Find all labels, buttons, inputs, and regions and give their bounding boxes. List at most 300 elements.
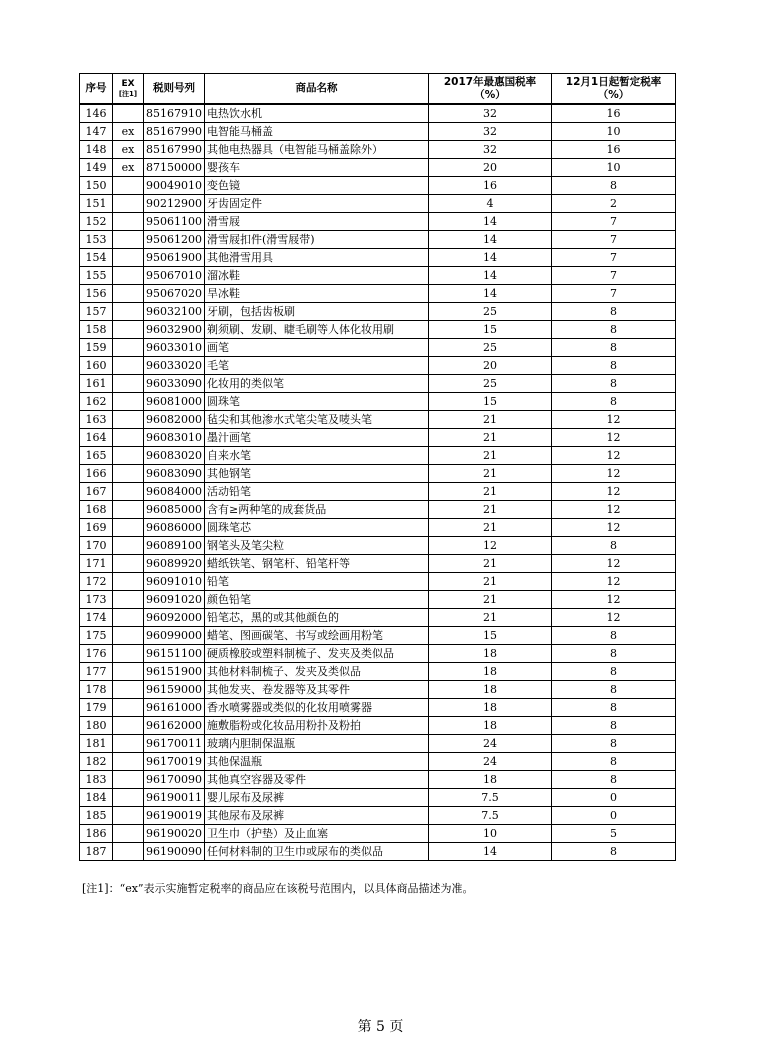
table-row <box>80 825 676 843</box>
cell-seq: 178 <box>80 681 113 699</box>
cell-provisional-rate: 8 <box>552 357 676 375</box>
table-row <box>80 627 676 645</box>
cell-mfn-rate: 15 <box>429 321 552 339</box>
table-row <box>80 393 676 411</box>
page-prefix: 第 <box>357 1019 372 1035</box>
cell-provisional-rate: 12 <box>552 429 676 447</box>
cell-name: 电智能马桶盖 <box>205 123 429 141</box>
header-name: 商品名称 <box>205 74 429 105</box>
cell-seq: 159 <box>80 339 113 357</box>
cell-ex <box>113 357 144 375</box>
cell-ex <box>113 321 144 339</box>
cell-name: 钢笔头及笔尖粒 <box>205 537 429 555</box>
cell-code: 96162000 <box>144 717 205 735</box>
cell-name: 剃须刷、发刷、睫毛刷等人体化妆用刷 <box>205 321 429 339</box>
cell-provisional-rate: 5 <box>552 825 676 843</box>
cell-name: 含有≥两种笔的成套货品 <box>205 501 429 519</box>
cell-provisional-rate: 2 <box>552 195 676 213</box>
table-row <box>80 537 676 555</box>
cell-name: 其他真空容器及零件 <box>205 771 429 789</box>
cell-provisional-rate: 8 <box>552 771 676 789</box>
cell-provisional-rate: 8 <box>552 699 676 717</box>
cell-ex <box>113 699 144 717</box>
cell-name: 墨汁画笔 <box>205 429 429 447</box>
cell-provisional-rate: 12 <box>552 465 676 483</box>
cell-name: 施敷脂粉或化妆品用粉扑及粉拍 <box>205 717 429 735</box>
cell-seq: 171 <box>80 555 113 573</box>
cell-code: 96084000 <box>144 483 205 501</box>
cell-mfn-rate: 21 <box>429 573 552 591</box>
cell-name: 其他电热器具（电智能马桶盖除外） <box>205 141 429 159</box>
cell-mfn-rate: 20 <box>429 159 552 177</box>
cell-code: 95067010 <box>144 267 205 285</box>
table-row <box>80 843 676 861</box>
cell-provisional-rate: 12 <box>552 609 676 627</box>
cell-provisional-rate: 8 <box>552 537 676 555</box>
cell-seq: 158 <box>80 321 113 339</box>
cell-name: 蜡纸铁笔、钢笔杆、铅笔杆等 <box>205 555 429 573</box>
cell-name: 滑雪屐 <box>205 213 429 231</box>
table-row <box>80 573 676 591</box>
cell-code: 96190019 <box>144 807 205 825</box>
cell-code: 96092000 <box>144 609 205 627</box>
cell-provisional-rate: 8 <box>552 303 676 321</box>
cell-mfn-rate: 24 <box>429 753 552 771</box>
cell-ex <box>113 231 144 249</box>
cell-name: 自来水笔 <box>205 447 429 465</box>
table-row <box>80 519 676 537</box>
cell-seq: 173 <box>80 591 113 609</box>
cell-code: 96083020 <box>144 447 205 465</box>
cell-provisional-rate: 8 <box>552 375 676 393</box>
table-header-row <box>80 74 676 105</box>
table-row <box>80 339 676 357</box>
cell-name: 颜色铅笔 <box>205 591 429 609</box>
cell-name: 溜冰鞋 <box>205 267 429 285</box>
cell-provisional-rate: 8 <box>552 177 676 195</box>
cell-mfn-rate: 21 <box>429 519 552 537</box>
cell-code: 85167990 <box>144 123 205 141</box>
cell-mfn-rate: 18 <box>429 663 552 681</box>
cell-seq: 182 <box>80 753 113 771</box>
cell-name: 其他滑雪用具 <box>205 249 429 267</box>
cell-provisional-rate: 7 <box>552 267 676 285</box>
cell-provisional-rate: 7 <box>552 231 676 249</box>
cell-mfn-rate: 15 <box>429 627 552 645</box>
cell-mfn-rate: 32 <box>429 141 552 159</box>
cell-ex <box>113 825 144 843</box>
cell-ex <box>113 501 144 519</box>
cell-mfn-rate: 14 <box>429 213 552 231</box>
page-suffix: 页 <box>389 1019 404 1035</box>
cell-ex <box>113 303 144 321</box>
header-prov-line2: （%） <box>597 88 630 101</box>
table-row <box>80 753 676 771</box>
header-prov-line1: 12月1日起暂定税率 <box>565 75 662 88</box>
cell-mfn-rate: 21 <box>429 447 552 465</box>
cell-seq: 164 <box>80 429 113 447</box>
table-row <box>80 699 676 717</box>
cell-provisional-rate: 8 <box>552 843 676 861</box>
cell-code: 96161000 <box>144 699 205 717</box>
cell-provisional-rate: 16 <box>552 141 676 159</box>
table-row <box>80 465 676 483</box>
cell-provisional-rate: 16 <box>552 104 676 123</box>
table-row <box>80 717 676 735</box>
cell-name: 活动铅笔 <box>205 483 429 501</box>
cell-seq: 183 <box>80 771 113 789</box>
cell-provisional-rate: 8 <box>552 663 676 681</box>
cell-name: 任何材料制的卫生巾或尿布的类似品 <box>205 843 429 861</box>
cell-provisional-rate: 10 <box>552 123 676 141</box>
cell-seq: 170 <box>80 537 113 555</box>
header-mfn-line1: 2017年最惠国税率 <box>443 75 537 88</box>
cell-provisional-rate: 12 <box>552 519 676 537</box>
cell-ex: ex <box>113 123 144 141</box>
cell-ex <box>113 519 144 537</box>
cell-ex <box>113 537 144 555</box>
cell-name: 旱冰鞋 <box>205 285 429 303</box>
cell-seq: 148 <box>80 141 113 159</box>
table-row <box>80 771 676 789</box>
cell-provisional-rate: 8 <box>552 735 676 753</box>
cell-ex <box>113 681 144 699</box>
cell-ex <box>113 753 144 771</box>
cell-code: 95061100 <box>144 213 205 231</box>
cell-name: 婴孩车 <box>205 159 429 177</box>
cell-code: 87150000 <box>144 159 205 177</box>
header-ex <box>113 74 144 105</box>
cell-code: 96032100 <box>144 303 205 321</box>
cell-provisional-rate: 12 <box>552 555 676 573</box>
table-row <box>80 321 676 339</box>
cell-ex <box>113 429 144 447</box>
table-row <box>80 555 676 573</box>
cell-seq: 146 <box>80 104 113 123</box>
cell-ex <box>113 177 144 195</box>
cell-seq: 187 <box>80 843 113 861</box>
cell-code: 96099000 <box>144 627 205 645</box>
cell-code: 95061200 <box>144 231 205 249</box>
header-seq: 序号 <box>80 74 113 105</box>
cell-seq: 168 <box>80 501 113 519</box>
cell-seq: 185 <box>80 807 113 825</box>
cell-mfn-rate: 32 <box>429 104 552 123</box>
table-row <box>80 501 676 519</box>
cell-name: 其他尿布及尿裤 <box>205 807 429 825</box>
cell-provisional-rate: 8 <box>552 753 676 771</box>
cell-seq: 157 <box>80 303 113 321</box>
cell-provisional-rate: 12 <box>552 483 676 501</box>
cell-ex <box>113 483 144 501</box>
cell-mfn-rate: 21 <box>429 501 552 519</box>
cell-code: 96083010 <box>144 429 205 447</box>
cell-code: 96190020 <box>144 825 205 843</box>
cell-provisional-rate: 0 <box>552 789 676 807</box>
table-row <box>80 591 676 609</box>
cell-seq: 154 <box>80 249 113 267</box>
cell-name: 圆珠笔 <box>205 393 429 411</box>
cell-mfn-rate: 25 <box>429 339 552 357</box>
table-row <box>80 104 676 123</box>
cell-ex: ex <box>113 141 144 159</box>
cell-code: 96081000 <box>144 393 205 411</box>
header-provisional-rate <box>552 74 676 105</box>
cell-ex <box>113 789 144 807</box>
table-body <box>80 104 676 861</box>
cell-name: 其他发夹、卷发器等及其零件 <box>205 681 429 699</box>
cell-mfn-rate: 25 <box>429 375 552 393</box>
cell-code: 85167990 <box>144 141 205 159</box>
cell-ex <box>113 807 144 825</box>
cell-ex <box>113 627 144 645</box>
cell-seq: 165 <box>80 447 113 465</box>
cell-code: 96190011 <box>144 789 205 807</box>
cell-seq: 147 <box>80 123 113 141</box>
cell-name: 其他保温瓶 <box>205 753 429 771</box>
cell-provisional-rate: 8 <box>552 717 676 735</box>
cell-seq: 155 <box>80 267 113 285</box>
tariff-table <box>79 73 676 861</box>
cell-seq: 166 <box>80 465 113 483</box>
table-row <box>80 645 676 663</box>
cell-ex <box>113 339 144 357</box>
cell-name: 毛笔 <box>205 357 429 375</box>
cell-code: 96190090 <box>144 843 205 861</box>
table-row <box>80 249 676 267</box>
table-row <box>80 807 676 825</box>
cell-mfn-rate: 7.5 <box>429 807 552 825</box>
cell-code: 85167910 <box>144 104 205 123</box>
table-row <box>80 285 676 303</box>
cell-name: 滑雪屐扣件(滑雪屐带) <box>205 231 429 249</box>
cell-name: 化妆用的类似笔 <box>205 375 429 393</box>
cell-ex: ex <box>113 159 144 177</box>
cell-name: 变色镜 <box>205 177 429 195</box>
table-row <box>80 159 676 177</box>
cell-seq: 177 <box>80 663 113 681</box>
cell-ex <box>113 375 144 393</box>
cell-ex <box>113 645 144 663</box>
cell-ex <box>113 249 144 267</box>
table-row <box>80 375 676 393</box>
footnote: [注1]：“ex”表示实施暂定税率的商品应在该税号范围内，以具体商品描述为准。 <box>82 882 474 895</box>
table-row <box>80 177 676 195</box>
cell-seq: 161 <box>80 375 113 393</box>
cell-ex <box>113 609 144 627</box>
cell-seq: 172 <box>80 573 113 591</box>
cell-mfn-rate: 16 <box>429 177 552 195</box>
cell-seq: 163 <box>80 411 113 429</box>
table-row <box>80 231 676 249</box>
cell-code: 95061900 <box>144 249 205 267</box>
table-row <box>80 213 676 231</box>
cell-mfn-rate: 12 <box>429 537 552 555</box>
cell-seq: 169 <box>80 519 113 537</box>
cell-mfn-rate: 18 <box>429 681 552 699</box>
cell-mfn-rate: 18 <box>429 645 552 663</box>
cell-ex <box>113 104 144 123</box>
cell-seq: 179 <box>80 699 113 717</box>
header-ex-label: EX <box>121 78 135 89</box>
cell-code: 96086000 <box>144 519 205 537</box>
page-number-value: 5 <box>376 1019 385 1035</box>
cell-name: 婴儿尿布及尿裤 <box>205 789 429 807</box>
cell-mfn-rate: 32 <box>429 123 552 141</box>
table-row <box>80 123 676 141</box>
cell-mfn-rate: 18 <box>429 699 552 717</box>
cell-code: 96085000 <box>144 501 205 519</box>
cell-provisional-rate: 7 <box>552 249 676 267</box>
table-row <box>80 195 676 213</box>
cell-seq: 150 <box>80 177 113 195</box>
cell-code: 96083090 <box>144 465 205 483</box>
cell-provisional-rate: 7 <box>552 285 676 303</box>
cell-name: 玻璃内胆制保温瓶 <box>205 735 429 753</box>
cell-code: 96151100 <box>144 645 205 663</box>
cell-code: 96159000 <box>144 681 205 699</box>
cell-mfn-rate: 20 <box>429 357 552 375</box>
table-row <box>80 483 676 501</box>
cell-ex <box>113 555 144 573</box>
cell-mfn-rate: 21 <box>429 591 552 609</box>
cell-ex <box>113 267 144 285</box>
cell-name: 牙齿固定件 <box>205 195 429 213</box>
cell-code: 96170090 <box>144 771 205 789</box>
cell-provisional-rate: 12 <box>552 573 676 591</box>
table-row <box>80 609 676 627</box>
table-row <box>80 357 676 375</box>
cell-code: 96170019 <box>144 753 205 771</box>
cell-code: 96089100 <box>144 537 205 555</box>
page-number <box>0 1016 761 1036</box>
cell-ex <box>113 771 144 789</box>
cell-ex <box>113 411 144 429</box>
cell-name: 蜡笔、图画碳笔、书写或绘画用粉笔 <box>205 627 429 645</box>
cell-provisional-rate: 8 <box>552 645 676 663</box>
cell-ex <box>113 285 144 303</box>
cell-mfn-rate: 10 <box>429 825 552 843</box>
cell-code: 96082000 <box>144 411 205 429</box>
cell-ex <box>113 213 144 231</box>
cell-ex <box>113 735 144 753</box>
cell-code: 96033010 <box>144 339 205 357</box>
cell-seq: 167 <box>80 483 113 501</box>
cell-name: 香水喷雾器或类似的化妆用喷雾器 <box>205 699 429 717</box>
cell-code: 96091020 <box>144 591 205 609</box>
cell-provisional-rate: 0 <box>552 807 676 825</box>
cell-seq: 175 <box>80 627 113 645</box>
cell-provisional-rate: 10 <box>552 159 676 177</box>
cell-mfn-rate: 7.5 <box>429 789 552 807</box>
cell-seq: 152 <box>80 213 113 231</box>
header-ex-note: [注1] <box>118 89 138 98</box>
table-row <box>80 267 676 285</box>
cell-mfn-rate: 14 <box>429 267 552 285</box>
cell-seq: 186 <box>80 825 113 843</box>
cell-mfn-rate: 21 <box>429 429 552 447</box>
cell-provisional-rate: 8 <box>552 393 676 411</box>
cell-code: 90049010 <box>144 177 205 195</box>
cell-mfn-rate: 14 <box>429 249 552 267</box>
cell-code: 96033020 <box>144 357 205 375</box>
cell-ex <box>113 591 144 609</box>
cell-provisional-rate: 12 <box>552 591 676 609</box>
cell-name: 其他材料制梳子、发夹及类似品 <box>205 663 429 681</box>
cell-code: 96089920 <box>144 555 205 573</box>
cell-provisional-rate: 12 <box>552 501 676 519</box>
header-mfn-line2: （%） <box>474 88 506 101</box>
cell-name: 电热饮水机 <box>205 104 429 123</box>
cell-seq: 156 <box>80 285 113 303</box>
cell-seq: 184 <box>80 789 113 807</box>
cell-mfn-rate: 21 <box>429 609 552 627</box>
cell-name: 卫生巾（护垫）及止血塞 <box>205 825 429 843</box>
cell-mfn-rate: 21 <box>429 411 552 429</box>
cell-mfn-rate: 21 <box>429 465 552 483</box>
cell-code: 95067020 <box>144 285 205 303</box>
cell-code: 96033090 <box>144 375 205 393</box>
cell-mfn-rate: 14 <box>429 285 552 303</box>
cell-seq: 180 <box>80 717 113 735</box>
cell-provisional-rate: 8 <box>552 627 676 645</box>
table-row <box>80 681 676 699</box>
cell-code: 96091010 <box>144 573 205 591</box>
cell-mfn-rate: 18 <box>429 771 552 789</box>
table-row <box>80 789 676 807</box>
cell-mfn-rate: 14 <box>429 231 552 249</box>
table-row <box>80 429 676 447</box>
cell-ex <box>113 573 144 591</box>
cell-ex <box>113 393 144 411</box>
cell-seq: 151 <box>80 195 113 213</box>
cell-provisional-rate: 8 <box>552 339 676 357</box>
cell-code: 90212900 <box>144 195 205 213</box>
cell-provisional-rate: 12 <box>552 411 676 429</box>
cell-seq: 160 <box>80 357 113 375</box>
table-row <box>80 141 676 159</box>
cell-seq: 176 <box>80 645 113 663</box>
cell-ex <box>113 663 144 681</box>
cell-code: 96170011 <box>144 735 205 753</box>
cell-seq: 181 <box>80 735 113 753</box>
table-row <box>80 735 676 753</box>
cell-provisional-rate: 12 <box>552 447 676 465</box>
cell-code: 96151900 <box>144 663 205 681</box>
cell-mfn-rate: 14 <box>429 843 552 861</box>
cell-name: 铅笔芯，黑的或其他颜色的 <box>205 609 429 627</box>
header-code: 税则号列 <box>144 74 205 105</box>
cell-ex <box>113 447 144 465</box>
cell-mfn-rate: 21 <box>429 555 552 573</box>
cell-ex <box>113 843 144 861</box>
table-row <box>80 303 676 321</box>
table-row <box>80 411 676 429</box>
cell-name: 铅笔 <box>205 573 429 591</box>
cell-name: 硬质橡胶或塑料制梳子、发夹及类似品 <box>205 645 429 663</box>
cell-ex <box>113 195 144 213</box>
cell-mfn-rate: 15 <box>429 393 552 411</box>
cell-name: 圆珠笔芯 <box>205 519 429 537</box>
cell-name: 其他钢笔 <box>205 465 429 483</box>
cell-mfn-rate: 18 <box>429 717 552 735</box>
cell-name: 毡尖和其他渗水式笔尖笔及唛头笔 <box>205 411 429 429</box>
cell-provisional-rate: 8 <box>552 681 676 699</box>
cell-mfn-rate: 25 <box>429 303 552 321</box>
cell-seq: 149 <box>80 159 113 177</box>
table-row <box>80 663 676 681</box>
cell-provisional-rate: 7 <box>552 213 676 231</box>
